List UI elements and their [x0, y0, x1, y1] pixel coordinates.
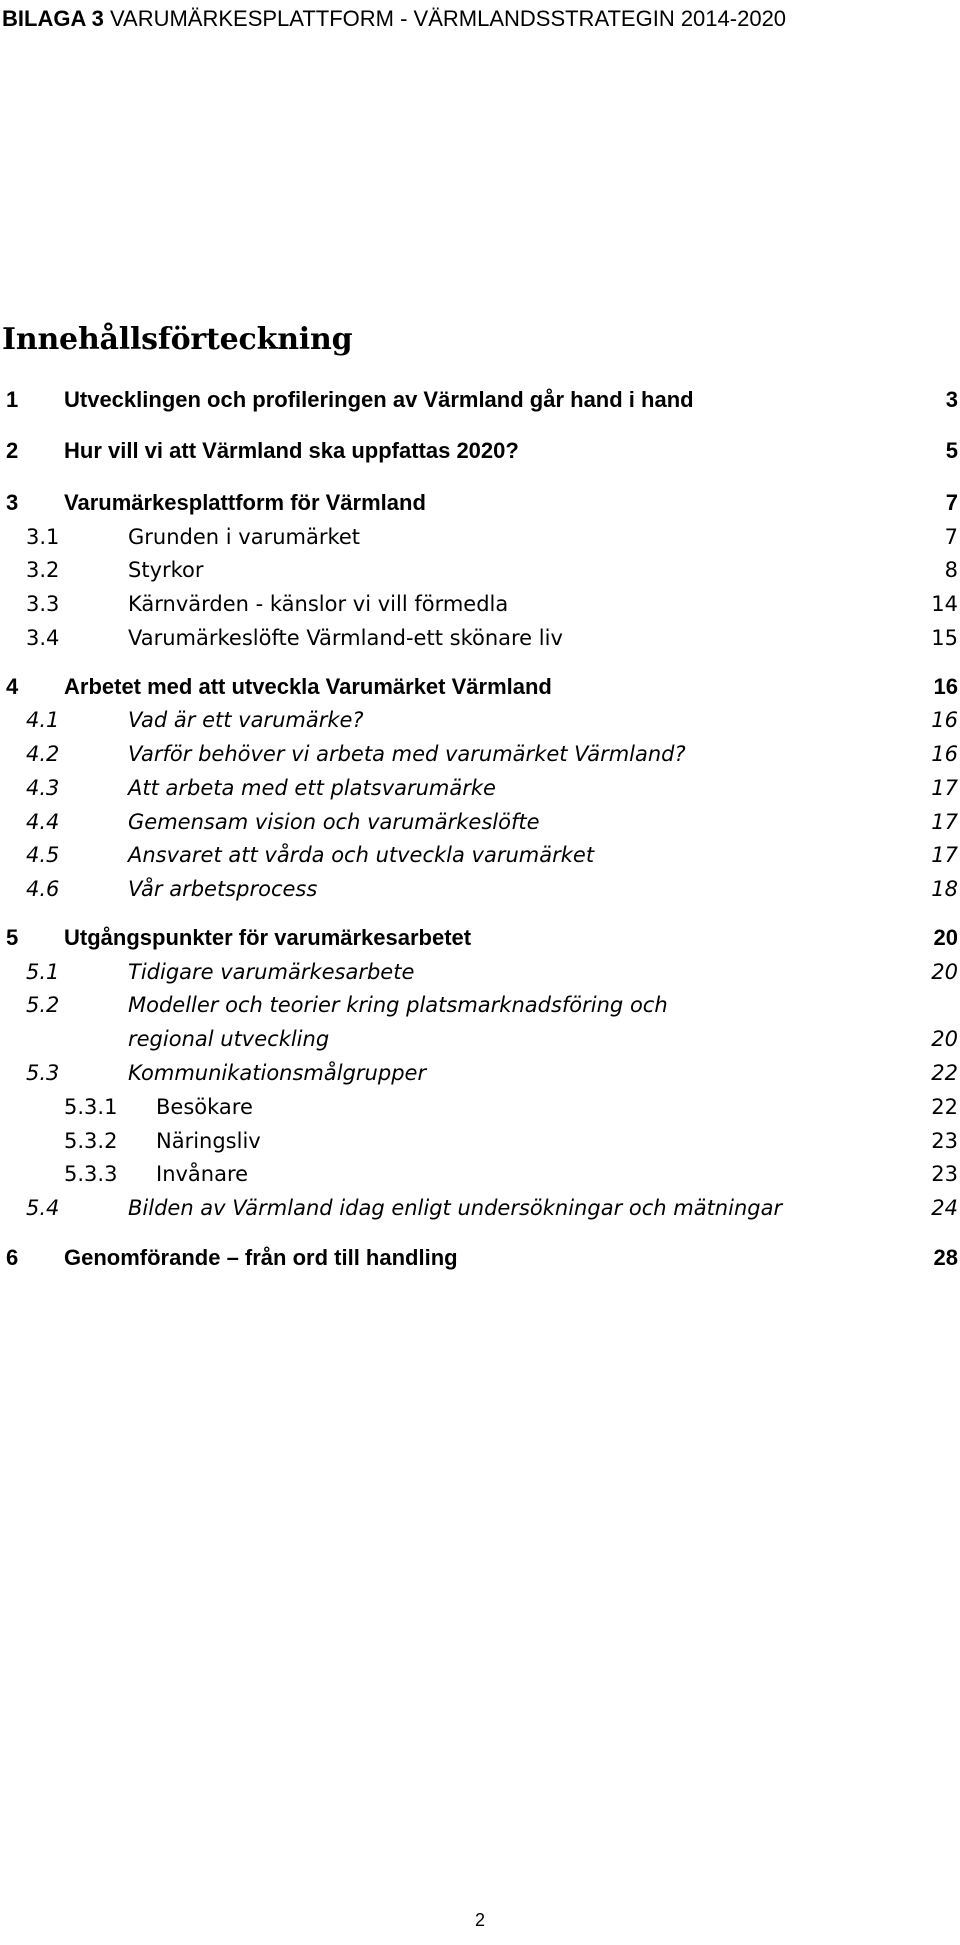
- toc-entry-number: 5.3.3: [64, 1162, 118, 1186]
- toc-entry-title: Ansvaret att vårda och utveckla varumärket: [128, 843, 595, 867]
- toc-entry-title: Modeller och teorier kring platsmarknadsföring och: [128, 993, 668, 1017]
- toc-entry-title: Varför behöver vi arbeta med varumärket Värmland?: [128, 742, 686, 766]
- toc-entry-page: 16: [931, 708, 958, 732]
- toc-entry-number: 3.4: [26, 626, 60, 650]
- toc-entry-2[interactable]: [0, 436, 960, 470]
- toc-entry-number: 1: [6, 387, 19, 412]
- header-text: [2, 6, 786, 32]
- toc-entry-number: 3.1: [26, 525, 60, 549]
- toc-entry-5-2[interactable]: [0, 990, 960, 1058]
- toc-entry-page: 18: [931, 877, 958, 901]
- header-bilaga: BILAGA 3: [2, 6, 104, 31]
- toc-entry-page: 28: [933, 1245, 958, 1270]
- toc-entry-number: 4.6: [26, 877, 60, 901]
- toc-entry-5-1[interactable]: [0, 957, 960, 991]
- toc-entry-title: Kommunikationsmålgrupper: [128, 1061, 427, 1085]
- toc-entry-3-3[interactable]: [0, 589, 960, 623]
- toc-entry-page: 14: [931, 592, 958, 616]
- toc-entry-page: 20: [933, 925, 958, 950]
- toc-title: Innehållsförteckning: [2, 322, 353, 357]
- toc-entry-4-4[interactable]: [0, 807, 960, 841]
- toc-entry-page: 17: [931, 776, 958, 800]
- toc-entry-number: 3.2: [26, 558, 60, 582]
- toc-entry-4[interactable]: [0, 672, 960, 706]
- toc-entry-4-5[interactable]: [0, 840, 960, 874]
- page-number: 2: [474, 1910, 485, 1930]
- toc-entry-number: 3: [6, 490, 19, 515]
- toc-entry-page: 3: [945, 387, 958, 412]
- toc-entry-title: Besökare: [156, 1095, 253, 1119]
- toc-entry-3-1[interactable]: [0, 522, 960, 556]
- page-header: [0, 0, 960, 38]
- toc-entry-5-3-2[interactable]: [0, 1126, 960, 1160]
- toc-entry-number: 4.4: [26, 810, 60, 834]
- toc-entry-title: Vår arbetsprocess: [128, 877, 318, 901]
- toc-entry-number: 3.3: [26, 592, 60, 616]
- toc-entry-page: 20: [931, 960, 958, 984]
- toc-entry-6[interactable]: [0, 1243, 960, 1277]
- toc-entry-number: 4.2: [26, 742, 60, 766]
- toc-entry-5[interactable]: [0, 923, 960, 957]
- toc-entry-4-1[interactable]: [0, 705, 960, 739]
- toc-entry-title: Tidigare varumärkesarbete: [128, 960, 415, 984]
- toc-entry-number: 2: [6, 438, 19, 463]
- toc-entry-number: 5.3: [26, 1061, 60, 1085]
- toc-entry-page: 16: [931, 742, 958, 766]
- toc-entry-number: 5.3.1: [64, 1095, 118, 1119]
- toc-entry-number: 6: [6, 1245, 19, 1270]
- toc-entry-page: 23: [931, 1129, 958, 1153]
- toc-entry-5-3[interactable]: [0, 1058, 960, 1092]
- toc-entry-3[interactable]: [0, 488, 960, 522]
- toc-entry-title: Varumärkesplattform för Värmland: [64, 490, 426, 515]
- toc-entry-number: 4.5: [26, 843, 60, 867]
- toc-entry-number: 5.2: [26, 993, 60, 1017]
- toc-entry-page: 16: [933, 674, 958, 699]
- toc-entry-4-2[interactable]: [0, 739, 960, 773]
- toc-entry-page: 17: [931, 810, 958, 834]
- toc-entry-title-continued: regional utveckling: [128, 1027, 330, 1051]
- toc-entry-title: Varumärkeslöfte Värmland-ett skönare liv: [128, 626, 563, 650]
- toc-entry-5-3-1[interactable]: [0, 1092, 960, 1126]
- toc-entry-page: 23: [931, 1162, 958, 1186]
- toc-entry-title: Att arbeta med ett platsvarumärke: [128, 776, 496, 800]
- toc-entry-title: Arbetet med att utveckla Varumärket Värmland: [64, 674, 552, 699]
- toc-entry-page: 17: [931, 843, 958, 867]
- toc-entry-5-3-3[interactable]: [0, 1159, 960, 1193]
- toc-entry-number: 5.4: [26, 1196, 60, 1220]
- toc-entry-title: Genomförande – från ord till handling: [64, 1245, 458, 1270]
- toc-entry-number: 5: [6, 925, 19, 950]
- toc-entry-page: 7: [944, 525, 958, 549]
- toc-entry-3-2[interactable]: [0, 555, 960, 589]
- toc-entry-page: 15: [931, 626, 958, 650]
- toc-entry-number: 5.1: [26, 960, 60, 984]
- toc-entry-4-6[interactable]: [0, 874, 960, 908]
- toc-entry-1[interactable]: [0, 385, 960, 419]
- toc-entry-title: Näringsliv: [156, 1129, 261, 1153]
- toc-entry-page: 5: [945, 438, 958, 463]
- toc-entry-5-4[interactable]: [0, 1193, 960, 1227]
- toc-entry-number: 4.3: [26, 776, 60, 800]
- toc-entry-number: 4: [6, 674, 19, 699]
- header-title: VARUMÄRKESPLATTFORM - VÄRMLANDSSTRATEGIN 2014-2020: [109, 6, 787, 31]
- toc-entry-title: Bilden av Värmland idag enligt undersökningar och mätningar: [128, 1196, 783, 1220]
- toc-entry-title: Gemensam vision och varumärkeslöfte: [128, 810, 540, 834]
- toc-entry-number: 5.3.2: [64, 1129, 118, 1153]
- toc-entry-page: 22: [931, 1061, 958, 1085]
- toc-entry-title: Grunden i varumärket: [128, 525, 361, 549]
- toc-entry-page: 8: [944, 558, 958, 582]
- toc-entry-page: 24: [931, 1196, 958, 1220]
- toc-entry-title: Hur vill vi att Värmland ska uppfattas 2020?: [64, 438, 519, 463]
- toc-entry-title: Kärnvärden - känslor vi vill förmedla: [128, 592, 509, 616]
- toc-entry-page: 7: [945, 490, 958, 515]
- toc-entry-title: Invånare: [156, 1162, 249, 1186]
- toc-entry-title: Vad är ett varumärke?: [128, 708, 364, 732]
- toc-entry-title: Utvecklingen och profileringen av Värmland går hand i hand: [64, 387, 694, 412]
- toc-entry-page: 20: [931, 1027, 958, 1051]
- toc-entry-title: Utgångspunkter för varumärkesarbetet: [64, 925, 472, 950]
- toc-entry-4-3[interactable]: [0, 773, 960, 807]
- toc-entry-3-4[interactable]: [0, 623, 960, 657]
- toc-entry-page: 22: [931, 1095, 958, 1119]
- toc-entry-number: 4.1: [26, 708, 60, 732]
- toc-entry-title: Styrkor: [128, 558, 204, 582]
